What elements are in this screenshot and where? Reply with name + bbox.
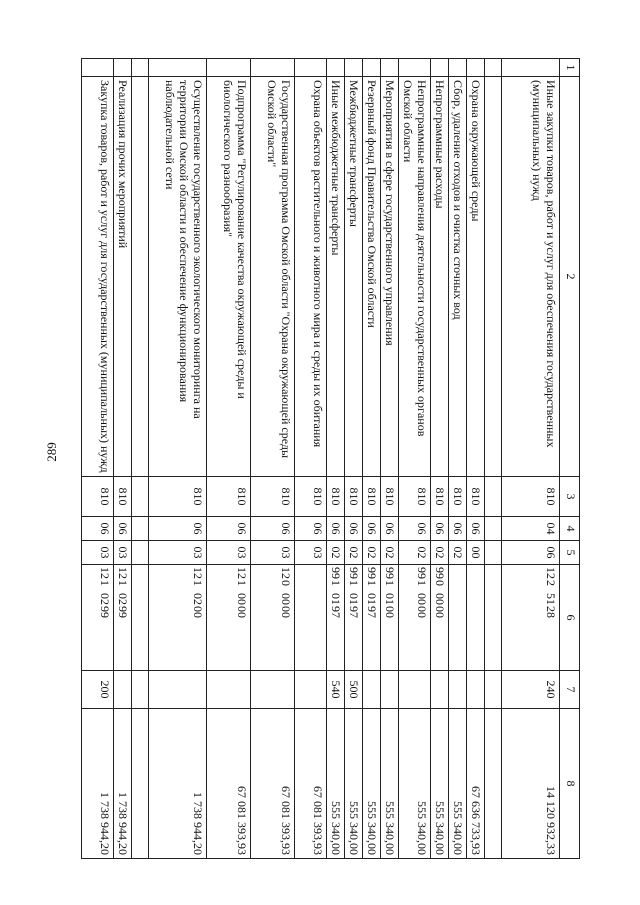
cell-code-6 <box>295 565 327 671</box>
cell-code-3: 810 <box>207 477 251 517</box>
cell-code-3: 810 <box>399 477 431 517</box>
code-6-part: 12 <box>116 567 130 579</box>
header-col-8: 8 <box>560 709 580 859</box>
cell-code-5: 03 <box>149 541 207 565</box>
cell-code-6 <box>327 565 345 671</box>
cell-code-6 <box>114 565 132 671</box>
cell-code-4 <box>132 517 149 541</box>
code-6-part: 1 <box>329 580 343 586</box>
cell-name <box>132 77 149 477</box>
code-6-part: 02 <box>191 593 205 605</box>
header-col-2: 2 <box>560 77 580 477</box>
cell-col-1 <box>502 59 560 77</box>
cell-code-3: 810 <box>114 477 132 517</box>
code-6-part: 00 <box>279 606 293 618</box>
cell-name <box>485 77 502 477</box>
table-row <box>485 59 502 859</box>
cell-code-3: 810 <box>467 477 485 517</box>
table-row <box>502 59 560 859</box>
table-body <box>82 59 560 859</box>
code-6-part: 99 <box>383 567 397 579</box>
cell-code-7 <box>295 671 327 709</box>
cell-code-3: 810 <box>82 477 114 517</box>
cell-name: Подпрограмма "Регулирование качества окружающей среды и биологического разнообразия" <box>207 77 251 477</box>
cell-code-6 <box>449 565 467 671</box>
code-6-part: 01 <box>365 593 379 605</box>
table-row <box>381 59 399 859</box>
cell-code-5: 02 <box>381 541 399 565</box>
cell-code-3: 810 <box>502 477 560 517</box>
cell-code-4: 06 <box>449 517 467 541</box>
header-row <box>560 59 580 859</box>
cell-code-6 <box>251 565 295 671</box>
cell-code-7 <box>114 671 132 709</box>
cell-code-3: 810 <box>251 477 295 517</box>
cell-amount <box>132 709 149 859</box>
cell-code-5: 02 <box>399 541 431 565</box>
table-row <box>363 59 381 859</box>
code-6-part: 99 <box>415 567 429 579</box>
cell-amount: 67 081 393,93 <box>251 709 295 859</box>
code-6-part: 12 <box>544 567 558 579</box>
cell-amount: 555 340,00 <box>327 709 345 859</box>
cell-amount: 555 340,00 <box>381 709 399 859</box>
cell-name: Резервный фонд Правительства Омской области <box>363 77 381 477</box>
cell-code-7: 540 <box>327 671 345 709</box>
cell-col-1 <box>327 59 345 77</box>
cell-code-7 <box>363 671 381 709</box>
cell-code-6 <box>485 565 502 671</box>
cell-code-5: 03 <box>82 541 114 565</box>
code-6-part: 00 <box>383 606 397 618</box>
table-row <box>132 59 149 859</box>
cell-code-6 <box>399 565 431 671</box>
cell-code-3: 810 <box>295 477 327 517</box>
code-6-part: 97 <box>365 606 379 618</box>
cell-code-7 <box>381 671 399 709</box>
cell-name: Мероприятия в сфере государственного управления <box>381 77 399 477</box>
cell-code-6 <box>149 565 207 671</box>
table-row <box>399 59 431 859</box>
cell-col-1 <box>485 59 502 77</box>
cell-code-4: 06 <box>207 517 251 541</box>
code-6-part: 99 <box>98 606 112 618</box>
cell-col-1 <box>467 59 485 77</box>
code-6-part: 1 <box>365 580 379 586</box>
cell-code-5: 02 <box>431 541 449 565</box>
cell-col-1 <box>381 59 399 77</box>
table-row <box>295 59 327 859</box>
code-6-part: 00 <box>191 606 205 618</box>
cell-code-4: 06 <box>467 517 485 541</box>
cell-code-6 <box>381 565 399 671</box>
header-col-7: 7 <box>560 671 580 709</box>
table-row <box>149 59 207 859</box>
code-6-part: 12 <box>279 567 293 579</box>
cell-code-7 <box>207 671 251 709</box>
code-6-part: 0 <box>279 580 293 586</box>
cell-amount: 555 340,00 <box>345 709 363 859</box>
cell-code-3 <box>132 477 149 517</box>
table-row <box>327 59 345 859</box>
header-col-5: 5 <box>560 541 580 565</box>
cell-code-3: 810 <box>327 477 345 517</box>
cell-name: Государственная программа Омской области "Охрана окружающей среды Омской области" <box>251 77 295 477</box>
cell-code-6 <box>207 565 251 671</box>
cell-code-4: 06 <box>295 517 327 541</box>
cell-col-1 <box>82 59 114 77</box>
cell-code-5: 03 <box>207 541 251 565</box>
cell-code-7 <box>251 671 295 709</box>
cell-code-5: 02 <box>363 541 381 565</box>
cell-code-3: 810 <box>149 477 207 517</box>
budget-table <box>81 58 580 859</box>
table-row <box>114 59 132 859</box>
cell-code-3: 810 <box>381 477 399 517</box>
cell-col-1 <box>449 59 467 77</box>
cell-code-6 <box>467 565 485 671</box>
table-row <box>251 59 295 859</box>
code-6-part: 1 <box>415 580 429 586</box>
code-6-part: 97 <box>347 606 361 618</box>
code-6-part: 28 <box>544 606 558 618</box>
cell-code-5: 00 <box>467 541 485 565</box>
cell-amount: 67 081 393,93 <box>295 709 327 859</box>
cell-code-6 <box>431 565 449 671</box>
cell-name: Реализация прочих мероприятий <box>114 77 132 477</box>
cell-code-4: 06 <box>399 517 431 541</box>
cell-amount: 67 636 733,93 <box>467 709 485 859</box>
cell-code-3 <box>485 477 502 517</box>
code-6-part: 1 <box>116 580 130 586</box>
code-6-part: 99 <box>329 567 343 579</box>
table-row <box>207 59 251 859</box>
header-col-1: 1 <box>560 59 580 77</box>
cell-amount: 14 120 932,33 <box>502 709 560 859</box>
page-number: 289 <box>44 442 59 462</box>
cell-code-3: 810 <box>363 477 381 517</box>
cell-code-7 <box>431 671 449 709</box>
code-6-part: 99 <box>347 567 361 579</box>
cell-code-5: 02 <box>327 541 345 565</box>
cell-amount: 1 738 944,20 <box>82 709 114 859</box>
cell-code-4 <box>485 517 502 541</box>
cell-name: Непрограммные расходы <box>431 77 449 477</box>
cell-code-5: 02 <box>345 541 363 565</box>
cell-code-3: 810 <box>449 477 467 517</box>
table-row <box>431 59 449 859</box>
cell-code-4: 06 <box>327 517 345 541</box>
code-6-part: 00 <box>415 593 429 605</box>
header-col-4: 4 <box>560 517 580 541</box>
cell-code-5: 03 <box>251 541 295 565</box>
cell-name: Охрана объектов растительного и животного мира и среды их обитания <box>295 77 327 477</box>
cell-code-7: 240 <box>502 671 560 709</box>
table-row <box>467 59 485 859</box>
code-6-part: 01 <box>383 593 397 605</box>
code-6-part: 1 <box>98 580 112 586</box>
cell-col-1 <box>431 59 449 77</box>
code-6-part: 99 <box>116 606 130 618</box>
cell-code-6 <box>82 565 114 671</box>
cell-amount: 555 340,00 <box>363 709 381 859</box>
code-6-part: 00 <box>235 593 249 605</box>
code-6-part: 00 <box>235 606 249 618</box>
code-6-part: 01 <box>347 593 361 605</box>
cell-col-1 <box>114 59 132 77</box>
cell-code-5: 06 <box>502 541 560 565</box>
code-6-part: 99 <box>433 567 447 579</box>
cell-col-1 <box>149 59 207 77</box>
cell-amount: 555 340,00 <box>449 709 467 859</box>
cell-col-1 <box>399 59 431 77</box>
cell-name: Осуществление государственного экологического мониторинга на территории Омской области и обеспечение функционирования наблюдательной сети <box>149 77 207 477</box>
cell-col-1 <box>363 59 381 77</box>
cell-code-4: 06 <box>381 517 399 541</box>
cell-code-5: 02 <box>449 541 467 565</box>
cell-amount: 1 738 944,20 <box>149 709 207 859</box>
cell-code-3: 810 <box>345 477 363 517</box>
code-6-part: 00 <box>433 606 447 618</box>
header-col-3: 3 <box>560 477 580 517</box>
cell-code-4: 06 <box>251 517 295 541</box>
cell-name: Иные закупки товаров, работ и услуг для обеспечения государственных (муниципальных) нужд <box>502 77 560 477</box>
cell-code-7 <box>449 671 467 709</box>
cell-col-1 <box>345 59 363 77</box>
cell-code-4: 06 <box>363 517 381 541</box>
cell-code-7 <box>485 671 502 709</box>
cell-code-7 <box>149 671 207 709</box>
code-6-part: 00 <box>433 593 447 605</box>
cell-code-7 <box>132 671 149 709</box>
table-row <box>82 59 114 859</box>
cell-name: Непрограммные направления деятельности государственных органов Омской области <box>399 77 431 477</box>
cell-code-5: 03 <box>114 541 132 565</box>
code-6-part: 02 <box>116 593 130 605</box>
code-6-part: 02 <box>98 593 112 605</box>
code-6-part: 1 <box>235 580 249 586</box>
cell-col-1 <box>295 59 327 77</box>
code-6-part: 12 <box>235 567 249 579</box>
code-6-part: 97 <box>329 606 343 618</box>
cell-code-7 <box>399 671 431 709</box>
cell-col-1 <box>132 59 149 77</box>
code-6-part: 00 <box>415 606 429 618</box>
cell-amount: 67 081 393,93 <box>207 709 251 859</box>
cell-amount <box>485 709 502 859</box>
header-col-6: 6 <box>560 565 580 671</box>
table-row <box>345 59 363 859</box>
cell-name: Закупка товаров, работ и услуг для государственных (муниципальных) нужд <box>82 77 114 477</box>
code-6-part: 1 <box>347 580 361 586</box>
cell-code-4: 06 <box>345 517 363 541</box>
cell-code-4: 06 <box>431 517 449 541</box>
cell-code-7: 200 <box>82 671 114 709</box>
cell-name: Сбор, удаление отходов и очистка сточных вод <box>449 77 467 477</box>
cell-code-3: 810 <box>431 477 449 517</box>
cell-code-4: 06 <box>114 517 132 541</box>
cell-col-1 <box>251 59 295 77</box>
cell-name: Межбюджетные трансферты <box>345 77 363 477</box>
code-6-part: 01 <box>329 593 343 605</box>
code-6-part: 1 <box>383 580 397 586</box>
code-6-part: 12 <box>191 567 205 579</box>
cell-col-1 <box>207 59 251 77</box>
cell-code-4: 04 <box>502 517 560 541</box>
cell-code-6 <box>502 565 560 671</box>
cell-code-5: 03 <box>295 541 327 565</box>
cell-amount: 555 340,00 <box>399 709 431 859</box>
cell-code-7 <box>467 671 485 709</box>
cell-code-6 <box>363 565 381 671</box>
cell-code-7: 500 <box>345 671 363 709</box>
code-6-part: 2 <box>544 580 558 586</box>
cell-amount: 1 738 944,20 <box>114 709 132 859</box>
table-container <box>50 58 580 858</box>
cell-name: Охрана окружающей среды <box>467 77 485 477</box>
cell-code-5 <box>132 541 149 565</box>
cell-code-4: 06 <box>82 517 114 541</box>
code-6-part: 1 <box>191 580 205 586</box>
code-6-part: 99 <box>365 567 379 579</box>
code-6-part: 51 <box>544 593 558 605</box>
cell-code-5 <box>485 541 502 565</box>
code-6-part: 12 <box>98 567 112 579</box>
cell-code-4: 06 <box>149 517 207 541</box>
code-6-part: 0 <box>433 580 447 586</box>
cell-code-6 <box>132 565 149 671</box>
cell-name: Иные межбюджетные трансферты <box>327 77 345 477</box>
table-row <box>449 59 467 859</box>
code-6-part: 00 <box>279 593 293 605</box>
cell-amount: 555 340,00 <box>431 709 449 859</box>
cell-code-6 <box>345 565 363 671</box>
